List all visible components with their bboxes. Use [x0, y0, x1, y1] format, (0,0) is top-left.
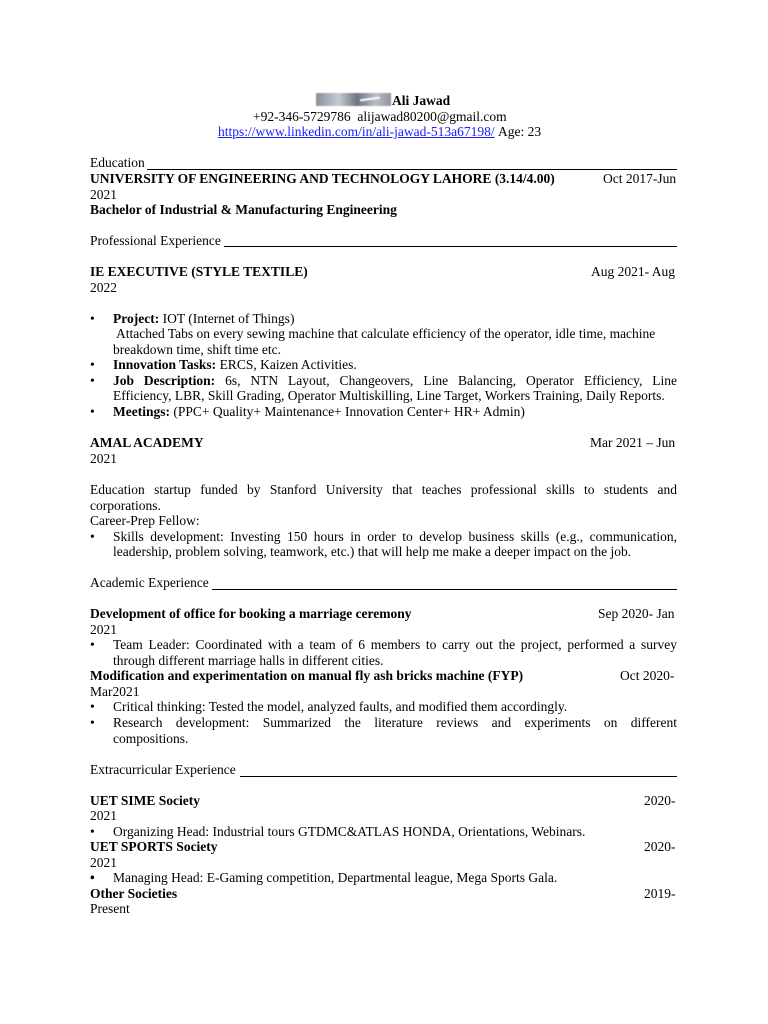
section-divider [212, 589, 677, 590]
academic-date-end: 2021 [90, 622, 117, 637]
meetings-line [113, 404, 525, 420]
amal-skill: Skills development: Investing 150 hours in order to develop business skills (e.g., communication, [113, 529, 677, 544]
bullet-marker: • [90, 715, 95, 730]
society-bullet: Managing Head: E-Gaming competition, Departmental league, Mega Sports Gala. [113, 870, 558, 885]
academic-project-title: Modification and experimentation on manual fly ash bricks machine (FYP) [90, 668, 524, 683]
project-text: IOT (Internet of Things) [159, 311, 295, 326]
job-date-start: Mar 2021 – Jun [590, 435, 676, 450]
contact-line [253, 109, 507, 125]
bullet-marker: • [90, 311, 95, 326]
blurred-photo-redaction [316, 93, 391, 106]
society-title: UET SPORTS Society [90, 839, 218, 854]
society-date-end: 2021 [90, 808, 117, 823]
society-title: Other Societies [90, 886, 178, 901]
meetings-text: (PPC+ Quality+ Maintenance+ Innovation Center+ HR+ Admin) [169, 404, 525, 419]
bullet-marker: • [90, 357, 95, 372]
academic-date-start: Oct 2020- [620, 668, 675, 683]
job-description-text: 6s, NTN Layout, Changeovers, Line Balancing, Operator Efficiency, Line [215, 373, 678, 388]
section-divider [224, 246, 677, 247]
job-date-start: Aug 2021- Aug [591, 264, 675, 279]
email-address: alijawad80200@gmail.com [357, 109, 507, 124]
bullet-marker: • [90, 404, 95, 419]
phone-number: +92-346-5729786 [253, 109, 351, 124]
society-title: UET SIME Society [90, 793, 201, 808]
education-institution: UNIVERSITY OF ENGINEERING AND TECHNOLOGY LAHORE (3.14/4.00) [90, 171, 555, 186]
project-line [113, 311, 294, 327]
academic-bullet: Critical thinking: Tested the model, analyzed faults, and modified them accordingly. [113, 699, 568, 714]
section-divider [240, 776, 677, 777]
candidate-name: Ali Jawad [392, 93, 451, 108]
linkedin-link[interactable]: https://www.linkedin.com/in/ali-jawad-513a67198/ [218, 124, 495, 139]
bullet-marker: • [90, 824, 95, 839]
academic-bullet: Team Leader: Coordinated with a team of 6 members to carry out the project, performed a survey [113, 637, 677, 652]
innovation-label: Innovation Tasks: [113, 357, 217, 372]
meetings-label: Meetings: [113, 404, 170, 419]
section-divider [147, 169, 677, 170]
project-detail: Attached Tabs on every sewing machine that calculate efficiency of the operator, idle time, machine [116, 326, 656, 341]
bullet-marker: • [90, 699, 95, 714]
academic-project-title: Development of office for booking a marriage ceremony [90, 606, 412, 621]
academic-bullet-2: compositions. [113, 731, 189, 746]
education-degree: Bachelor of Industrial & Manufacturing Engineering [90, 202, 397, 217]
amal-description-2: corporations. [90, 498, 161, 513]
education-date-start: Oct 2017-Jun [603, 171, 677, 186]
project-detail: breakdown time, shift time etc. [113, 342, 281, 357]
academic-heading: Academic Experience [90, 575, 209, 590]
bullet-marker: • [90, 870, 95, 885]
job-description-line [113, 373, 677, 389]
linkedin-line [218, 124, 541, 140]
amal-role: Career-Prep Fellow: [90, 513, 200, 528]
amal-skill-2: leadership, problem solving, teamwork, etc.) that will help me make a deeper impact on the job. [113, 544, 632, 559]
job-date-end: 2021 [90, 451, 117, 466]
job-date-end: 2022 [90, 280, 117, 295]
amal-description: Education startup funded by Stanford University that teaches professional skills to students and [90, 482, 677, 497]
professional-heading: Professional Experience [90, 233, 221, 248]
academic-date-end: Mar2021 [90, 684, 140, 699]
bullet-marker: • [90, 637, 95, 652]
job-description-label: Job Description: [113, 373, 216, 388]
society-date-start: 2019- [644, 886, 676, 901]
academic-bullet-2: through different marriage halls in different cities. [113, 653, 384, 668]
project-label: Project: [113, 311, 160, 326]
age-text: Age: 23 [497, 124, 542, 139]
job-title-ie-executive: IE EXECUTIVE (STYLE TEXTILE) [90, 264, 308, 279]
innovation-text: ERCS, Kaizen Activities. [216, 357, 357, 372]
bullet-marker: • [90, 373, 95, 388]
education-heading: Education [90, 155, 145, 170]
extracurricular-heading: Extracurricular Experience [90, 762, 236, 777]
society-date-end: Present [90, 901, 130, 916]
academic-date-start: Sep 2020- Jan [598, 606, 675, 621]
society-date-start: 2020- [644, 793, 676, 808]
society-date-start: 2020- [644, 839, 676, 854]
job-description-text-2: Efficiency, LBR, Skill Grading, Operator Multiskilling, Line Target, Workers Training, Daily Reports. [113, 388, 665, 403]
society-bullet: Organizing Head: Industrial tours GTDMC&ATLAS HONDA, Orientations, Webinars. [113, 824, 586, 839]
society-date-end: 2021 [90, 855, 117, 870]
education-date-end: 2021 [90, 187, 117, 202]
academic-bullet: Research development: Summarized the literature reviews and experiments on different [113, 715, 677, 730]
job-title-amal-academy: AMAL ACADEMY [90, 435, 204, 450]
bullet-marker: • [90, 529, 95, 544]
innovation-line [113, 357, 357, 373]
